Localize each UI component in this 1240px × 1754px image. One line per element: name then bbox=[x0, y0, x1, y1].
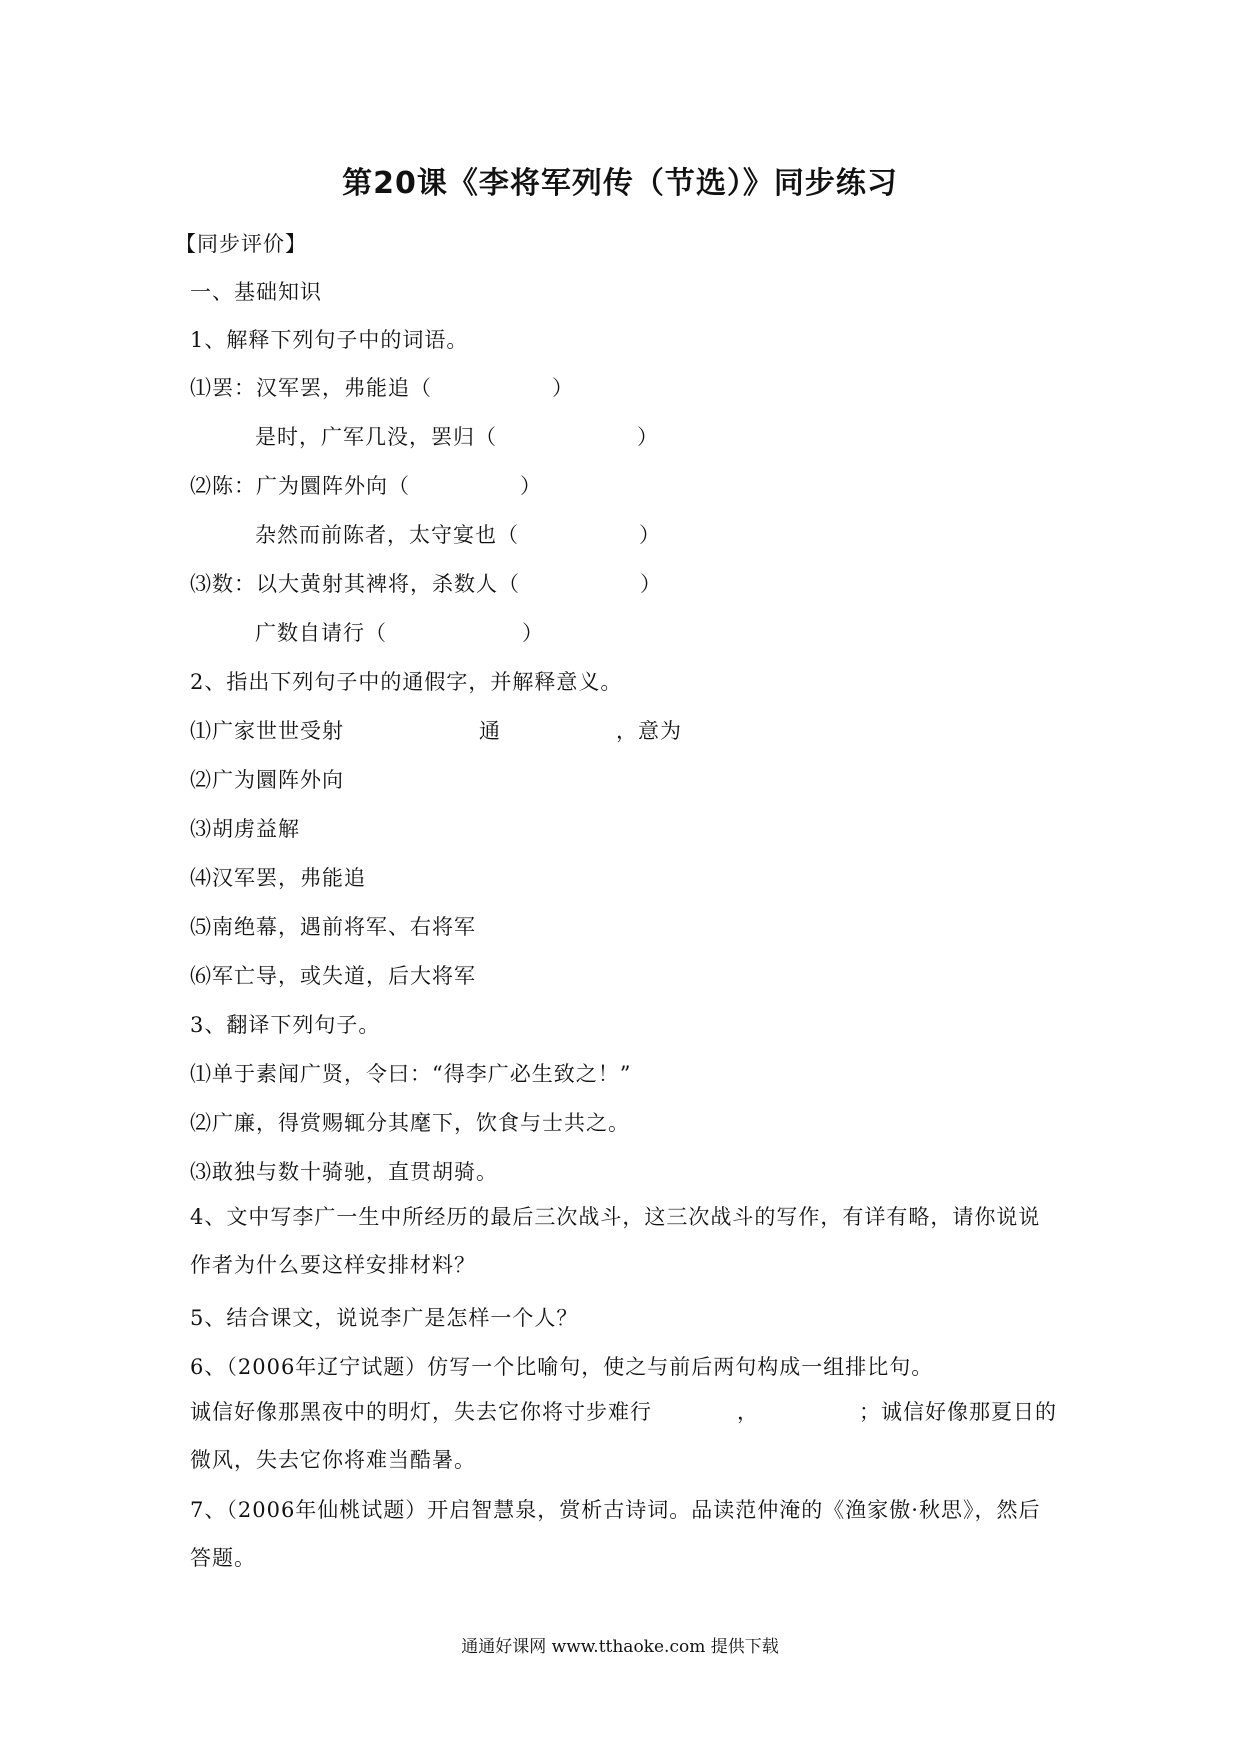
q2-item-4: ⑷汉军罢，弗能追 bbox=[190, 866, 366, 890]
q6-prompt-part2: ；诚信好像那夏日的微风，失去它你将难当酷暑。 bbox=[190, 1400, 1057, 1472]
q3-item-1: ⑴单于素闻广贤，令曰：“得李广必生致之！” bbox=[190, 1062, 632, 1086]
q1-item-2b-close: ） bbox=[639, 523, 661, 547]
q1-item-1b-close: ） bbox=[637, 425, 659, 449]
q1-item-2b-text: 杂然而前陈者，太守宴也（ bbox=[255, 523, 519, 547]
q1-item-3a-close: ） bbox=[640, 572, 662, 596]
footer-credit: 通通好课网 www.tthaoke.com 提供下载 bbox=[461, 1637, 779, 1657]
question-6-stem: 6、（2006年辽宁试题）仿写一个比喻句，使之与前后两句构成一组排比句。 bbox=[190, 1355, 934, 1379]
q3-item-3: ⑶敢独与数十骑驰，直贯胡骑。 bbox=[190, 1160, 498, 1184]
q3-item-2: ⑵广廉，得赏赐辄分其麾下，饮食与士共之。 bbox=[190, 1111, 630, 1135]
q1-item-2a bbox=[190, 470, 542, 500]
q2-item-2: ⑵广为圜阵外向 bbox=[190, 768, 344, 792]
question-7: 7、（2006年仙桃试题）开启智慧泉，赏析古诗词。品读范仲淹的《渔家傲·秋思》，然后答题。 bbox=[190, 1498, 1041, 1570]
q2-item-5: ⑸南绝幕，遇前将军、右将军 bbox=[190, 915, 476, 939]
q2-item-1-tong: 通 bbox=[479, 719, 501, 743]
q1-item-1a-close: ） bbox=[552, 376, 574, 400]
question-4: 4、文中写李广一生中所经历的最后三次战斗，这三次战斗的写作，有详有略，请你说说作者为什么要这样安排材料？ bbox=[190, 1205, 1041, 1277]
q6-prompt-comma: ， bbox=[737, 1400, 759, 1424]
q2-item-1-text: ⑴广家世世受射 bbox=[190, 719, 344, 743]
q1-item-1b-text: 是时，广军几没，罢归（ bbox=[255, 425, 497, 449]
question-1-stem: 1、解释下列句子中的词语。 bbox=[190, 328, 469, 352]
q2-item-1 bbox=[190, 715, 682, 745]
q2-item-6: ⑹军亡导，或失道，后大将军 bbox=[190, 964, 476, 988]
q1-item-3b-close: ） bbox=[522, 621, 544, 645]
question-5: 5、结合课文，说说李广是怎样一个人？ bbox=[190, 1306, 579, 1330]
q1-item-1a-text: ⑴罢：汉军罢，弗能追（ bbox=[190, 376, 432, 400]
q1-item-2b bbox=[255, 519, 661, 549]
section-header: 【同步评价】 bbox=[175, 232, 307, 256]
q6-prompt-part1: 诚信好像那黑夜中的明灯，失去它你将寸步难行 bbox=[190, 1400, 652, 1424]
q2-item-3: ⑶胡虏益解 bbox=[190, 817, 300, 841]
q6-prompt bbox=[190, 1388, 1060, 1484]
q1-item-3b-text: 广数自请行（ bbox=[255, 621, 387, 645]
q1-item-1b bbox=[255, 421, 659, 451]
q1-item-2a-text: ⑵陈：广为圜阵外向（ bbox=[190, 474, 410, 498]
part-heading: 一、基础知识 bbox=[190, 280, 322, 304]
question-3-stem: 3、翻译下列句子。 bbox=[190, 1013, 381, 1037]
q1-item-1a bbox=[190, 372, 574, 402]
question-2-stem: 2、指出下列句子中的通假字，并解释意义。 bbox=[190, 670, 623, 694]
page-title: 第20课《李将军列传（节选）》同步练习 bbox=[342, 166, 898, 201]
q1-item-3a-text: ⑶数：以大黄射其裨将，杀数人（ bbox=[190, 572, 520, 596]
q2-item-1-meaning: ，意为 bbox=[616, 719, 682, 743]
q1-item-2a-close: ） bbox=[520, 474, 542, 498]
q1-item-3b bbox=[255, 617, 544, 647]
q1-item-3a bbox=[190, 568, 662, 598]
